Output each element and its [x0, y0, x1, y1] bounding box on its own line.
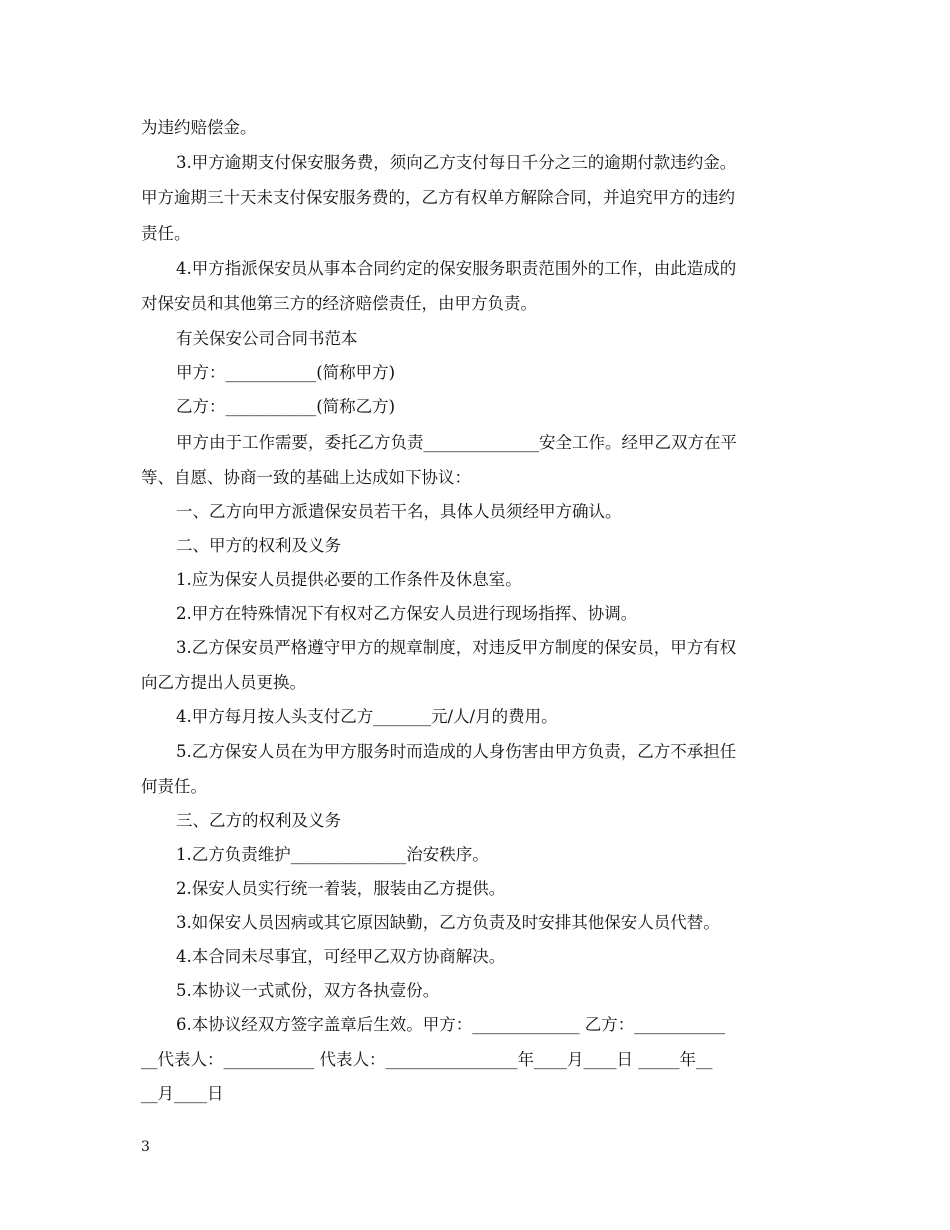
clause-item: 5.本协议一式贰份，双方各执壹份。 [176, 981, 440, 1000]
clause-item-cont: 向乙方提出人员更换。 [141, 673, 306, 692]
page-number: 3 [141, 1139, 150, 1155]
paragraph-line: 责任。 [141, 224, 191, 243]
paragraph-line: 为违约赔偿金。 [141, 118, 257, 137]
paragraph-line: 3.甲方逾期支付保安服务费，须向乙方支付每日千分之三的逾期付款违约金。 [176, 153, 737, 172]
signature-date-line: __月____日 [141, 1084, 224, 1103]
signature-line: 6.本协议经双方签字盖章后生效。甲方：_____________ 乙方：___________ [176, 1015, 725, 1034]
paragraph-line: 等、自愿、协商一致的基础上达成如下协议： [141, 468, 471, 487]
paragraph-line: 甲方由于工作需要，委托乙方负责______________安全工作。经甲乙双方在平 [176, 433, 737, 452]
clause-item: 4.甲方每月按人头支付乙方_______元/人/月的费用。 [176, 707, 558, 726]
clause-heading: 一、乙方向甲方派遣保安员若干名，具体人员须经甲方确认。 [176, 502, 622, 521]
clause-item-cont: 何责任。 [141, 777, 207, 796]
clause-heading: 三、乙方的权利及义务 [176, 811, 341, 830]
clause-item: 2.保安人员实行统一着装，服装由乙方提供。 [176, 879, 506, 898]
clause-item: 3.如保安人员因病或其它原因缺勤，乙方负责及时安排其他保安人员代替。 [176, 913, 720, 932]
clause-item: 2.甲方在特殊情况下有权对乙方保安人员进行现场指挥、协调。 [176, 604, 638, 623]
clause-item: 4.本合同未尽事宜，可经甲乙双方协商解决。 [176, 947, 506, 966]
clause-item: 1.应为保安人员提供必要的工作条件及休息室。 [176, 570, 522, 589]
paragraph-line: 对保安员和其他第三方的经济赔偿责任，由甲方负责。 [141, 294, 537, 313]
clause-item: 1.乙方负责维护______________治安秩序。 [176, 845, 489, 864]
party-b-line: 乙方：___________(简称乙方) [176, 397, 396, 416]
clause-item: 3.乙方保安员严格遵守甲方的规章制度，对违反甲方制度的保安员，甲方有权 [176, 638, 737, 657]
paragraph-line: 甲方逾期三十天未支付保安服务费的，乙方有权单方解除合同，并追究甲方的违约 [141, 188, 735, 207]
paragraph-line: 4.甲方指派保安员从事本合同约定的保安服务职责范围外的工作，由此造成的 [176, 259, 737, 278]
clause-heading: 二、甲方的权利及义务 [176, 536, 341, 555]
party-a-line: 甲方：___________(简称甲方) [176, 363, 396, 382]
clause-item: 5.乙方保安人员在为甲方服务时而造成的人身伤害由甲方负责，乙方不承担任 [176, 742, 737, 761]
section-title: 有关保安公司合同书范本 [176, 329, 358, 348]
signature-line: __代表人：___________ 代表人：________________年____月____日 _____年__ [141, 1050, 713, 1069]
